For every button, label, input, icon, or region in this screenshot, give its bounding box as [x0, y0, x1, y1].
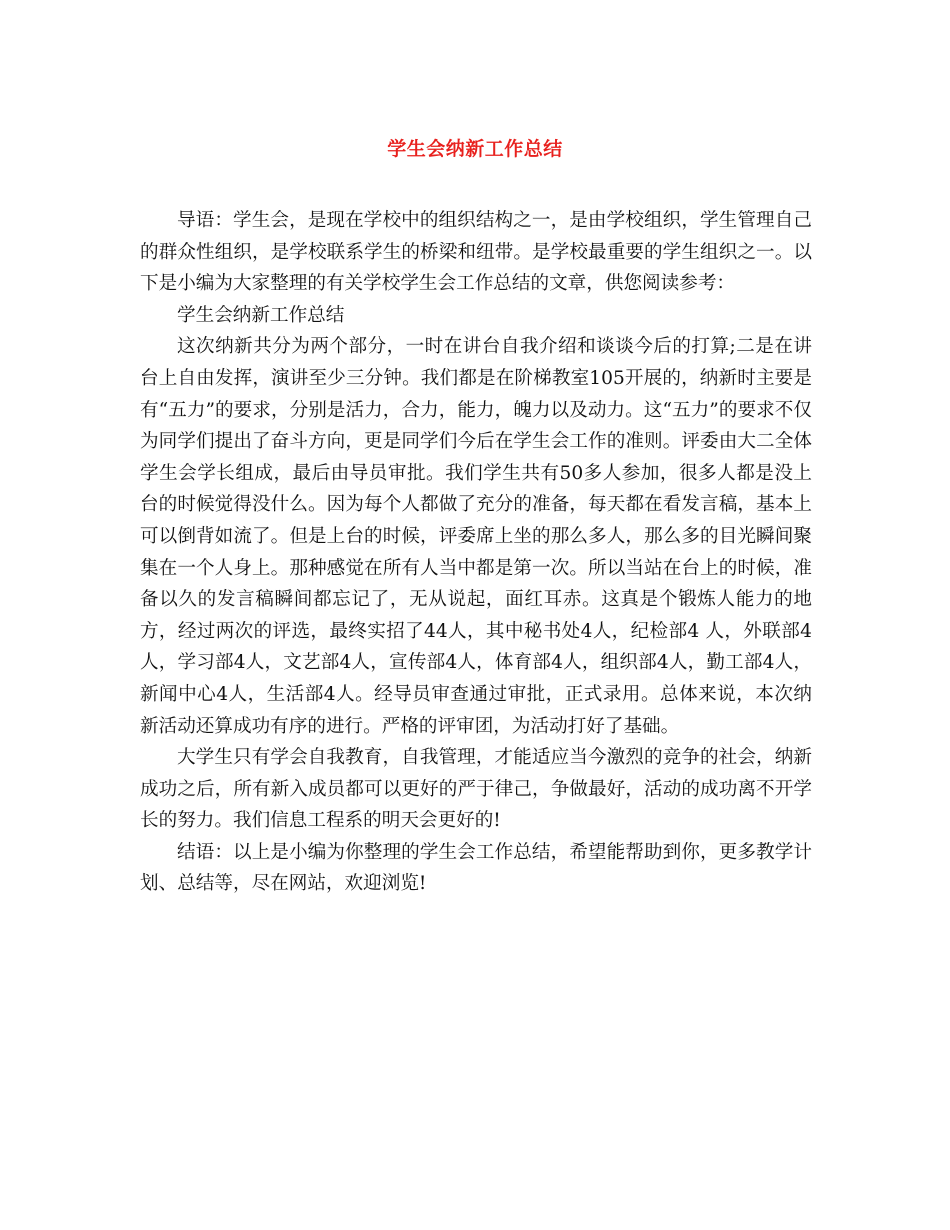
body-paragraph: 这次纳新共分为两个部分，一时在讲台自我介绍和谈谈今后的打算;二是在讲台上自由发挥，演讲至少三分钟。我们都是在阶梯教室105开展的，纳新时主要是有“五力”的要求，分别是活力，合力，能力，魄力以及动力。这“五力”的要求不仅为同学们提出了奋斗方向，更是同学们今后在学生会工作的准则。评委由大二全体学生会学长组成，最后由导员审批。我们学生共有50多人参加，很多人都是没上台的时候觉得没什么。因为每个人都做了充分的准备，每天都在看发言稿，基本上可以倒背如流了。但是上台的时候，评委席上坐的那么多人，那么多的目光瞬间聚集在一个人身上。那种感觉在所有人当中都是第一次。所以当站在台上的时候，准备以久的发言稿瞬间都忘记了，无从说起，面红耳赤。这真是个锻炼人能力的地方，经过两次的评选，最终实招了44人，其中秘书处4人，纪检部4 人，外联部4人，学习部4人，文艺部4人，宣传部4人，体育部4人，组织部4人，勤工部4人，新闻中心4人，生活部4人。经导员审查通过审批，正式录用。总体来说，本次纳新活动还算成功有序的进行。严格的评审团，为活动打好了基础。: [140, 336, 812, 737]
body-paragraph: 大学生只有学会自我教育，自我管理，才能适应当今激烈的竞争的社会，纳新成功之后，所有新入成员都可以更好的严于律己，争做最好，活动的成功离不开学长的努力。我们信息工程系的明天会更好的!: [140, 747, 812, 832]
document-title: 学生会纳新工作总结: [387, 138, 563, 160]
intro-paragraph: 导语：学生会，是现在学校中的组织结构之一，是由学校组织，学生管理自己的群众性组织，是学校联系学生的桥梁和纽带。是学校最重要的学生组织之一。以下是小编为大家整理的有关学校学生会工作总结的文章，供您阅读参考：: [140, 210, 812, 295]
section-heading: 学生会纳新工作总结: [177, 304, 345, 326]
conclusion-paragraph: 结语：以上是小编为你整理的学生会工作总结，希望能帮助到你，更多教学计划、总结等，尽在网站，欢迎浏览!: [140, 841, 812, 895]
document-body: [140, 205, 812, 900]
